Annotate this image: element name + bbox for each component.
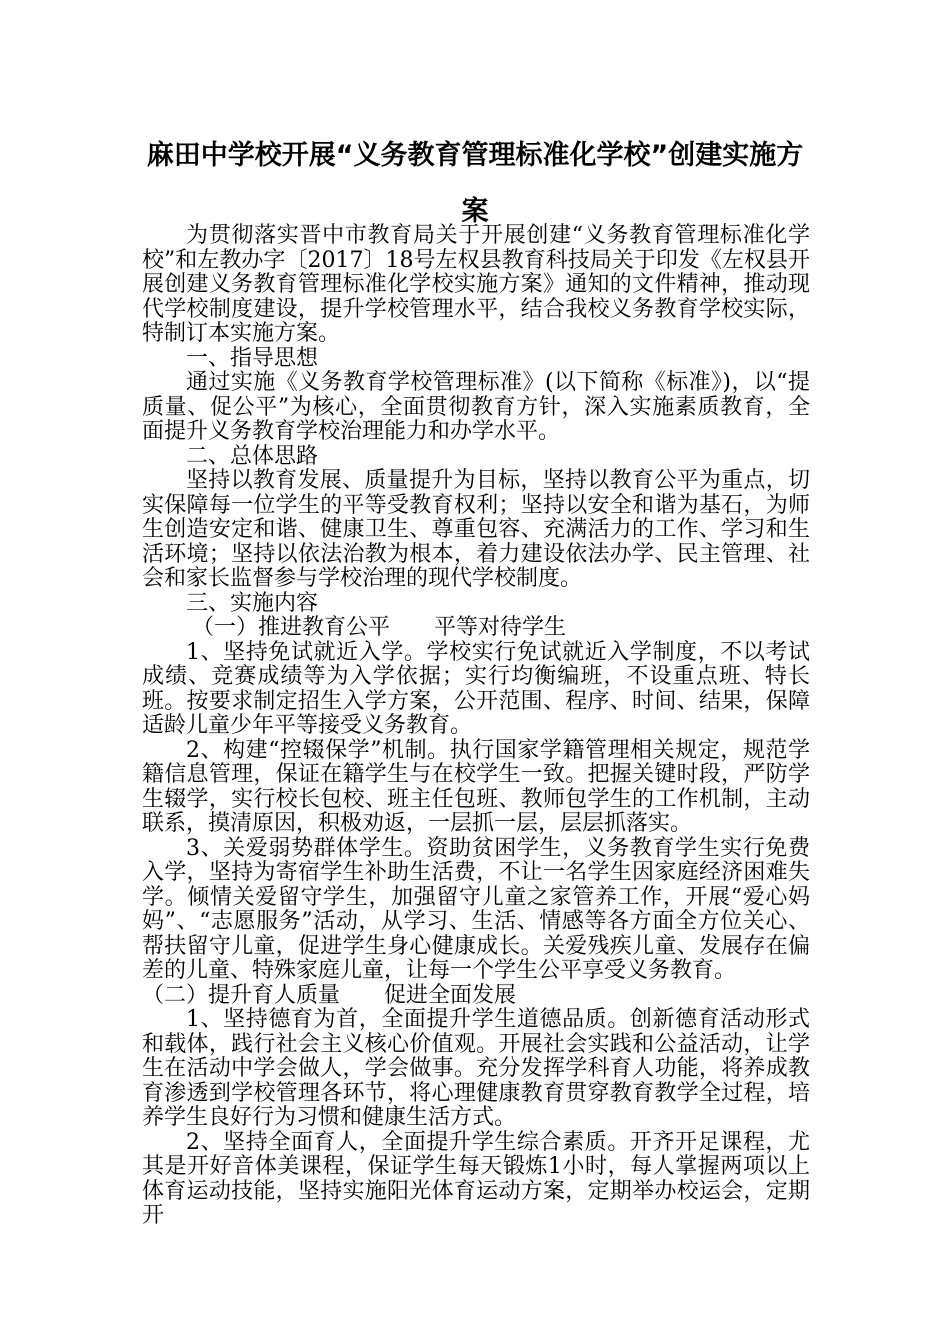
quality-item-2: 2、坚持全面育人，全面提升学生综合素质。开齐开足课程，尤其是开好音体美课程，保证学生每天锻炼1小时，每人掌握两项以上体育运动技能，坚持实施阳光体育运动方案，定期举办校运会，定期开	[142, 1129, 810, 1228]
subsection-heading-equity: （一）推进教育公平 平等对待学生	[192, 615, 567, 640]
section-heading-overall-approach: 二、总体思路	[186, 443, 319, 469]
intro-paragraph: 为贯彻落实晋中市教育局关于开展创建“义务教育管理标准化学校”和左教办字〔2017〕18号左权县教育科技局关于印发《左权县开展创建义务教育管理标准化学校实施方案》通知的文件精神，推动现代学校制度建设，提升学校管理水平，结合我校义务教育学校实际，特制订本实施方案。	[142, 223, 810, 346]
guiding-ideology-paragraph: 通过实施《义务教育学校管理标准》(以下简称《标准》)，以“提质量、促公平”为核心，全面贯彻教育方针，深入实施素质教育，全面提升义务教育学校治理能力和办学水平。	[142, 370, 810, 444]
subsection-heading-quality: （二）提升育人质量 促进全面发展	[142, 982, 517, 1008]
equity-item-3: 3、关爱弱势群体学生。资助贫困学生，义务教育学生实行免费入学，坚持为寄宿学生补助生活费，不让一名学生因家庭经济困难失学。倾情关爱留守学生，加强留守儿童之家管养工作，开展“爱心妈妈”、“志愿服务”活动，从学习、生活、情感等各方面全方位关心、帮扶留守儿童，促进学生身心健康成长。关爱残疾儿童、发展存在偏差的儿童、特殊家庭儿童，让每一个学生公平享受义务教育。	[142, 835, 810, 983]
document-title: 麻田中学校开展“义务教育管理标准化学校”创建实施方案	[146, 140, 804, 227]
section-heading-guiding-ideology: 一、指导思想	[186, 345, 319, 371]
equity-item-1: 1、坚持免试就近入学。学校实行免试就近入学制度，不以考试成绩、竞赛成绩等为入学依据；实行均衡编班，不设重点班、特长班。按要求制定招生入学方案，公开范围、程序、时间、结果，保障适龄儿童少年平等接受义务教育。	[142, 639, 810, 738]
quality-item-1: 1、坚持德育为首，全面提升学生道德品质。创新德育活动形式和载体，践行社会主义核心价值观。开展社会实践和公益活动，让学生在活动中学会做人，学会做事。充分发挥学科育人功能，将养成教育渗透到学校管理各环节，将心理健康教育贯穿教育教学全过程，培养学生良好行为习惯和健康生活方式。	[142, 1007, 810, 1130]
document-body	[142, 224, 810, 1229]
overall-approach-paragraph: 坚持以教育发展、质量提升为目标，坚持以教育公平为重点，切实保障每一位学生的平等受教育权利；坚持以安全和谐为基石，为师生创造安定和谐、健康卫生、尊重包容、充满活力的工作、学习和生活环境；坚持以依法治教为根本，着力建设依法办学、民主管理、社会和家长监督参与学校治理的现代学校制度。	[142, 468, 810, 591]
equity-item-2: 2、构建“控辍保学”机制。执行国家学籍管理相关规定，规范学籍信息管理，保证在籍学生与在校学生一致。把握关键时段，严防学生辍学，实行校长包校、班主任包班、教师包学生的工作机制，主动联系，摸清原因，积极劝返，一层抓一层，层层抓落实。	[142, 737, 810, 836]
section-heading-implementation: 三、实施内容	[186, 590, 319, 616]
